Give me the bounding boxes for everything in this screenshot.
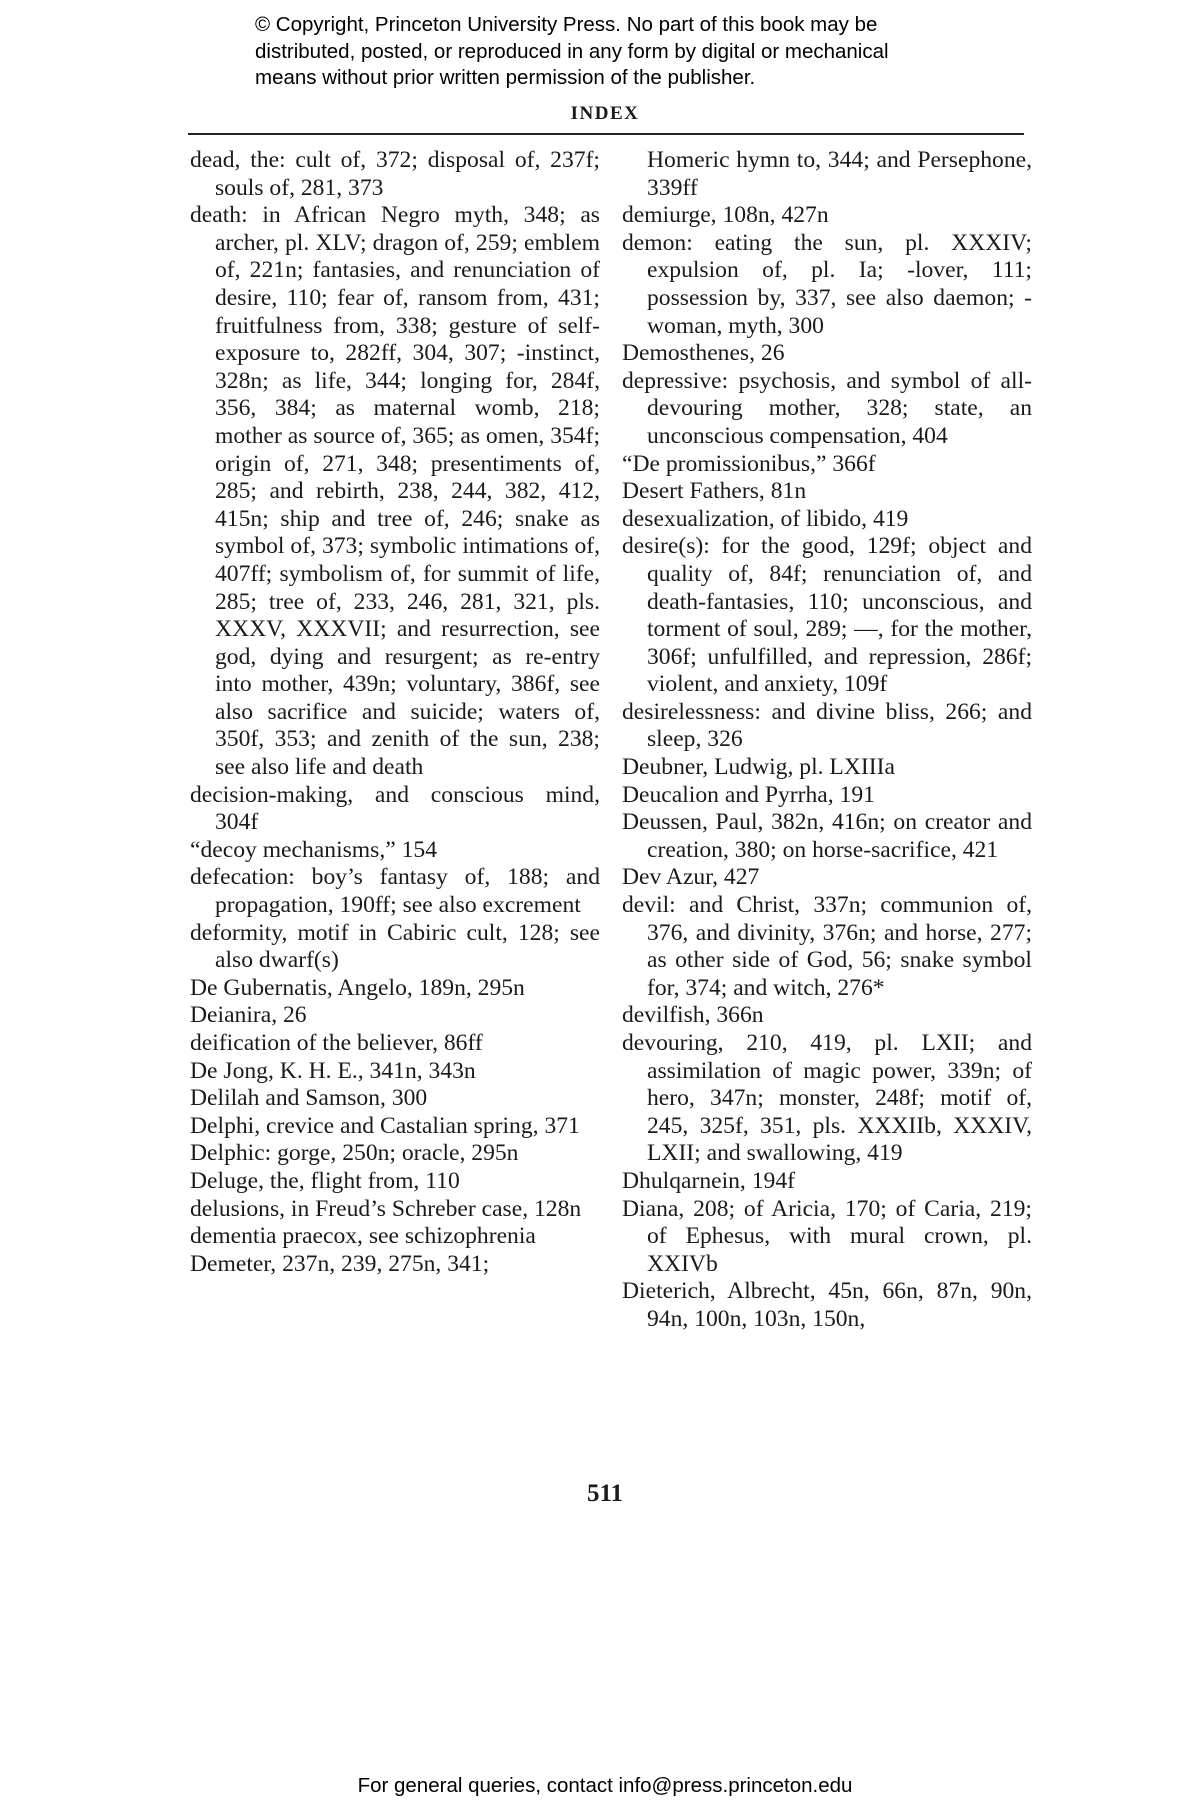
running-head: INDEX	[570, 103, 640, 124]
index-entry: devilfish, 366n	[622, 1002, 764, 1029]
index-entry: Deianira, 26	[190, 1002, 307, 1029]
index-entry: defecation: boy’s fantasy of, 188; and propagation, 190ff; see also excrement	[190, 864, 600, 919]
index-entry-continuation: Homeric hymn to, 344; and Persephone, 339ff	[647, 147, 1032, 201]
index-entry: Delilah and Samson, 300	[190, 1085, 428, 1112]
index-entry: Deussen, Paul, 382n, 416n; on creator and creation, 380; on horse-sacrifice, 421	[622, 809, 1032, 863]
index-entry: Deubner, Ludwig, pl. LXIIIa	[622, 754, 895, 781]
index-entry: devil: and Christ, 337n; communion of, 376, and divinity, 376n; and horse, 277; as other side of God, 56; snake symbol for, 374; and witch, 276*	[622, 892, 1032, 1001]
copyright-line: means without prior written permission of the publisher.	[255, 66, 756, 89]
index-entry: dementia praecox, see schizophrenia	[190, 1223, 536, 1250]
index-entry: delusions, in Freud’s Schreber case, 128n	[190, 1195, 582, 1222]
page-number: 511	[586, 1480, 624, 1507]
index-entry: devouring, 210, 419, pl. LXII; and assimilation of magic power, 339n; of hero, 347n; monster, 248f; motif of, 245, 325f, 351, pls. XXXIIb, XXXIV, LXII; and swallowing, 419	[622, 1030, 1032, 1167]
index-entry: Desert Fathers, 81n	[622, 478, 807, 505]
footer-contact: For general queries, contact info@press.princeton.edu	[357, 1774, 853, 1797]
index-entry: desirelessness: and divine bliss, 266; and sleep, 326	[622, 698, 1032, 753]
index-column-left	[190, 147, 600, 1278]
index-entry: Demosthenes, 26	[622, 340, 785, 367]
index-entry: “decoy mechanisms,” 154	[190, 836, 437, 863]
index-entry: Delphi, crevice and Castalian spring, 371	[190, 1112, 580, 1139]
index-entry: De Jong, K. H. E., 341n, 343n	[190, 1057, 476, 1084]
header-rule	[188, 133, 1024, 135]
index-entry: Dieterich, Albrecht, 45n, 66n, 87n, 90n, 94n, 100n, 103n, 150n,	[622, 1278, 1032, 1332]
index-entry: Deluge, the, flight from, 110	[190, 1167, 460, 1194]
index-entry: Demeter, 237n, 239, 275n, 341;	[190, 1250, 490, 1277]
copyright-notice	[255, 12, 1015, 92]
index-column-right	[622, 147, 1032, 1334]
index-entry: Diana, 208; of Aricia, 170; of Caria, 219; of Ephesus, with mural crown, pl. XXIVb	[622, 1195, 1032, 1277]
index-entry: deification of the believer, 86ff	[190, 1030, 483, 1056]
index-entry: Deucalion and Pyrrha, 191	[622, 781, 875, 808]
copyright-line: distributed, posted, or reproduced in any form by digital or mechanical	[255, 39, 889, 63]
index-entry: dead, the: cult of, 372; disposal of, 237f; souls of, 281, 373	[190, 147, 600, 201]
index-entry: depressive: psychosis, and symbol of all-devouring mother, 328; state, an unconscious compensation, 404	[622, 367, 1032, 449]
index-entry: decision-making, and conscious mind, 304f	[190, 781, 600, 836]
index-entry: Dhulqarnein, 194f	[622, 1167, 795, 1194]
index-entry: De Gubernatis, Angelo, 189n, 295n	[190, 974, 525, 1001]
index-entry: Dev Azur, 427	[622, 864, 760, 891]
index-entry: demiurge, 108n, 427n	[622, 202, 829, 229]
index-entry: demon: eating the sun, pl. XXXIV; expulsion of, pl. Ia; -lover, 111; possession by, 337, see also daemon; -woman, myth, 300	[622, 229, 1032, 339]
index-entry: desexualization, of libido, 419	[622, 505, 909, 532]
index-entry: “De promissionibus,” 366f	[622, 450, 876, 477]
index-entry: Delphic: gorge, 250n; oracle, 295n	[190, 1140, 519, 1167]
index-entry: deformity, motif in Cabiric cult, 128; see also dwarf(s)	[190, 919, 600, 974]
index-entry: desire(s): for the good, 129f; object and quality of, 84f; renunciation of, and death-fantasies, 110; unconscious, and torment of soul, 289; —, for the mother, 306f; unfulfilled, and repression, 286f; violent, and anxiety, 109f	[622, 533, 1032, 698]
copyright-line: © Copyright, Princeton University Press. No part of this book may be	[255, 13, 878, 36]
index-entry: death: in African Negro myth, 348; as archer, pl. XLV; dragon of, 259; emblem of, 221n; fantasies, and renunciation of desire, 110; fear of, ransom from, 431; fruitfulness from, 338; gesture of self-exposure to, 282ff, 304, 307; -instinct, 328n; as life, 344; longing for, 284f, 356, 384; as maternal womb, 218; mother as source of, 365; as omen, 354f; origin of, 271, 348; presentiments of, 285; and rebirth, 238, 244, 382, 412, 415n; ship and tree of, 246; snake as symbol of, 373; symbolic intimations of, 407ff; symbolism of, for summit of life, 285; tree of, 233, 246, 281, 321, pls. XXXV, XXXVII; and resurrection, see god, dying and resurgent; as re-entry into mother, 439n; voluntary, 386f, see also sacrifice and suicide; waters of, 350f, 353; and zenith of the sun, 238; see also life and death	[190, 202, 600, 781]
